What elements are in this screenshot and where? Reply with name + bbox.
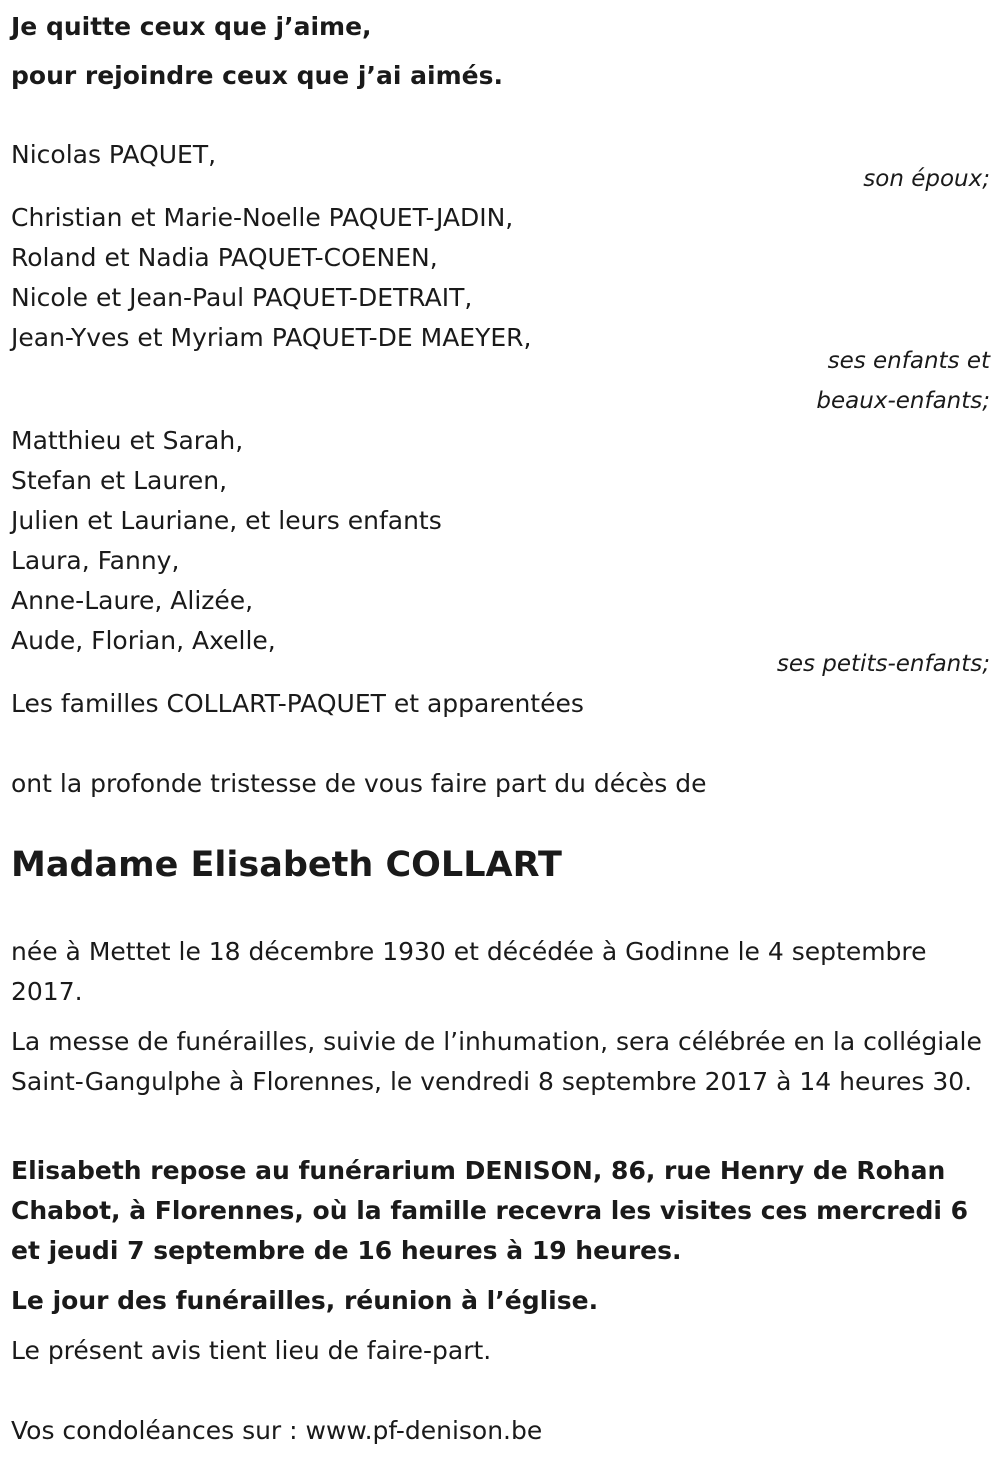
grandchild-name: Laura, Fanny, <box>11 546 180 575</box>
epigraph-line-2: pour rejoindre ceux que j’ai aimés. <box>11 61 503 90</box>
grandchild-name: Stefan et Lauren, <box>11 466 228 495</box>
grandchildren-relation: ses petits-enfants; <box>776 651 990 677</box>
church-meeting-info: Le jour des funérailles, réunion à l’église. <box>11 1286 599 1315</box>
children-relation-line-2: beaux-enfants; <box>816 388 990 414</box>
funeral-mass-info: La messe de funérailles, suivie de l’inhumation, sera célébrée en la collégiale Saint-Gangulphe à Florennes, le vendredi 8 septembre 2017 à 14 heures 30. <box>11 1027 982 1096</box>
child-name: Roland et Nadia PAQUET-COENEN, <box>11 243 438 272</box>
visitation-info: Elisabeth repose au funérarium DENISON, 86, rue Henry de Rohan Chabot, à Florennes, où la famille recevra les visites ces mercredi 6 et jeudi 7 septembre de 16 heures à 19 heures. <box>11 1156 969 1265</box>
children-relation-line-1: ses enfants et <box>827 348 990 374</box>
grandchild-name: Aude, Florian, Axelle, <box>11 626 276 655</box>
spouse-relation: son époux; <box>863 166 990 192</box>
spouse-name: Nicolas PAQUET, <box>11 140 217 169</box>
child-name: Christian et Marie-Noelle PAQUET-JADIN, <box>11 203 514 232</box>
child-name: Nicole et Jean-Paul PAQUET-DETRAIT, <box>11 283 473 312</box>
birth-death-info: née à Mettet le 18 décembre 1930 et décédée à Godinne le 4 septembre 2017. <box>11 937 927 1006</box>
condolences-line: Vos condoléances sur : www.pf-denison.be <box>11 1416 543 1445</box>
notice-line: Le présent avis tient lieu de faire-part. <box>11 1336 492 1365</box>
families-line: Les familles COLLART-PAQUET et apparentées <box>11 689 584 718</box>
epigraph-line-1: Je quitte ceux que j’aime, <box>11 12 372 41</box>
deceased-name: Madame Elisabeth COLLART <box>11 845 562 885</box>
announcement: ont la profonde tristesse de vous faire part du décès de <box>11 769 707 798</box>
child-name: Jean-Yves et Myriam PAQUET-DE MAEYER, <box>11 323 532 352</box>
grandchild-name: Julien et Lauriane, et leurs enfants <box>11 506 442 535</box>
grandchild-name: Matthieu et Sarah, <box>11 426 244 455</box>
grandchild-name: Anne-Laure, Alizée, <box>11 586 254 615</box>
